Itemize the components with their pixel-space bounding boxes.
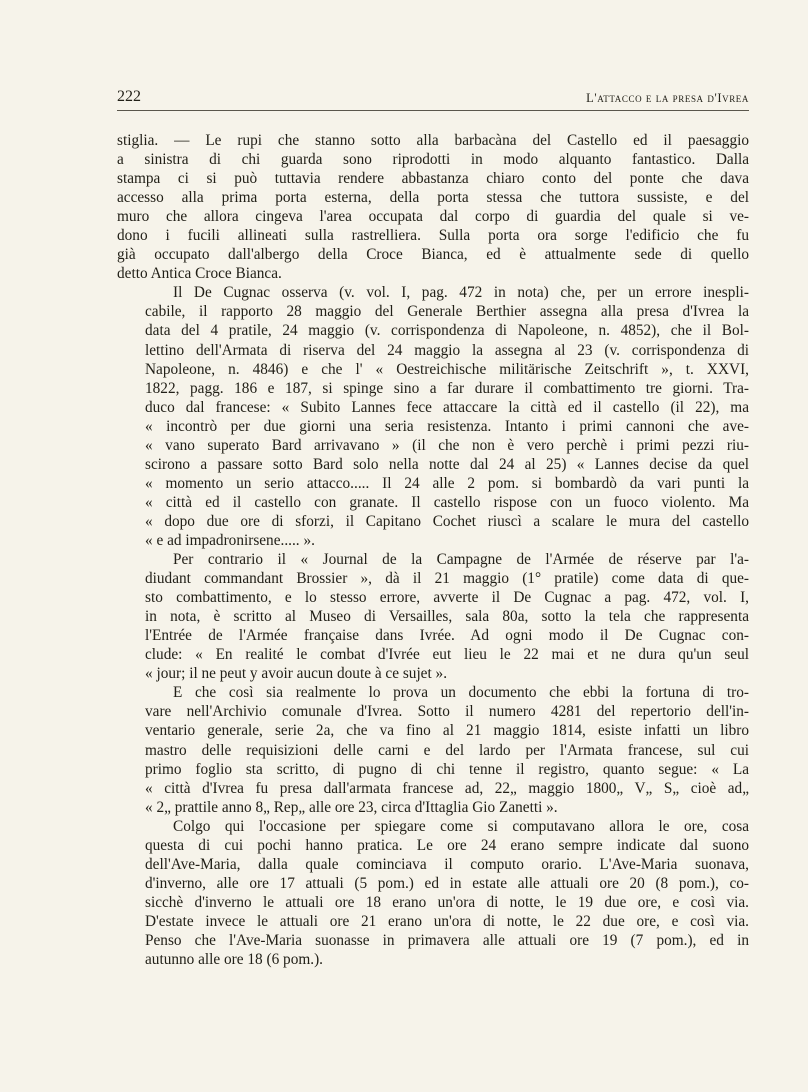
text-line: d'inverno, alle ore 17 attuali (5 pom.) ed in estate alle attuali ore 20 (8 pom.), co- <box>145 874 749 892</box>
text-line: stiglia. — Le rupi che stanno sotto alla barbacàna del Castello ed il paesaggio <box>117 132 749 149</box>
paragraph <box>117 817 749 969</box>
text-line: « dopo due ore di sforzi, il Capitano Cochet riuscì a scalare le mura del castello <box>145 512 749 530</box>
text-line: sto combattimento, e lo stesso errore, avverte il De Cugnac a pag. 472, vol. I, <box>145 589 749 607</box>
text-line: ventario generale, serie 2a, che va fino al 21 maggio 1814, esiste infatti un libro <box>145 722 749 740</box>
text-line: diudant commandant Brossier », dà il 21 maggio (1° pratile) come data di que- <box>145 570 749 588</box>
text-line: Per contrario il « Journal de la Campagne de l'Armée de réserve par l'a- <box>173 551 749 569</box>
text-line: mastro delle requisizioni delle carni e del lardo per l'Armata francese, sul cui <box>145 741 749 759</box>
text-line: « momento un serio attacco..... Il 24 alle 2 pom. si bombardò da vari punti la <box>145 474 749 492</box>
text-line: « città d'Ivrea fu presa dall'armata francese ad, 22„ maggio 1800„ V„ S„ cioè ad„ <box>145 779 749 797</box>
text-line: « incontrò per due giorni una seria resistenza. Intanto i primi cannoni che ave- <box>145 417 749 435</box>
page-header <box>117 88 749 112</box>
paragraph <box>117 683 749 816</box>
text-line: vare nell'Archivio comunale d'Ivrea. Sotto il numero 4281 del repertorio dell'in- <box>145 703 749 721</box>
text-line: E che così sia realmente lo prova un documento che ebbi la fortuna di tro- <box>173 684 749 702</box>
text-line: duco dal francese: « Subito Lannes fece attaccare la città ed il castello (il 22), ma <box>145 398 749 416</box>
text-line: cabile, il rapporto 28 maggio del Generale Berthier assegna alla presa d'Ivrea la <box>145 303 749 321</box>
text-line: 1822, pagg. 186 e 187, si spinge sino a far durare il combattimento tre giorni. Tra- <box>145 379 749 397</box>
text-line: Napoleone, n. 4846) e che l' « Oestreichische militärische Zeitschrift », t. XXVI, <box>145 360 749 378</box>
page-number: 222 <box>117 88 141 105</box>
text-line: clude: « En realité le combat d'Ivrée eut lieu le 22 mai et ne dura qu'un seul <box>145 646 749 664</box>
text-line: autunno alle ore 18 (6 pom.). <box>145 951 323 969</box>
text-line: « jour; il ne peut y avoir aucun doute à ce sujet ». <box>145 665 448 683</box>
paragraph <box>117 283 749 550</box>
text-line: detto Antica Croce Bianca. <box>117 265 282 283</box>
running-title: L'attacco e la presa d'Ivrea <box>586 91 749 105</box>
text-line: « città ed il castello con granate. Il castello rispose con un fuoco violento. Ma <box>145 493 749 511</box>
text-line: sicchè d'inverno le attuali ore 18 erano un'ora di notte, le 19 due ore, e così via. <box>145 893 749 911</box>
text-line: scirono a passare sotto Bard solo nella notte dal 24 al 25) « Lannes decise da quel <box>145 455 749 473</box>
text-line: muro che allora cingeva l'area occupata dal corpo di guardia del quale si ve- <box>117 208 749 226</box>
text-line: in nota, è scritto al Museo di Versailles, sala 80a, sotto la tela che rappresenta <box>145 608 749 626</box>
text-line: Il De Cugnac osserva (v. vol. I, pag. 472 in nota) che, per un errore inespli- <box>173 284 749 302</box>
text-line: Penso che l'Ave-Maria suonasse in primavera alle attuali ore 19 (7 pom.), ed in <box>145 931 749 949</box>
text-line: « e ad impadronirsene..... ». <box>145 531 315 549</box>
text-line: D'estate invece le attuali ore 21 erano un'ora di notte, le 22 due ore, e così via. <box>145 912 749 930</box>
text-line: « vano superato Bard arrivavano » (il che non è vero perchè i primi pezzi riu- <box>145 436 749 454</box>
text-line: data del 4 pratile, 24 maggio (v. corrispondenza di Napoleone, n. 4852), che il Bol- <box>145 322 749 340</box>
text-line: primo foglio sta scritto, di pugno di chi tenne il registro, quanto segue: « La <box>145 760 749 778</box>
text-line: già occupato dall'albergo della Croce Bianca, ed è attualmente sede di quello <box>117 246 749 264</box>
text-line: lettino dell'Armata di riserva del 24 maggio la assegna al 23 (v. corrispondenza di <box>145 341 749 359</box>
header-rule <box>117 110 749 111</box>
body-text <box>117 131 749 969</box>
paragraph <box>117 131 749 283</box>
paragraph <box>117 550 749 683</box>
text-line: questa di cui pochi hanno pratica. Le ore 24 erano sempre indicate dal suono <box>145 836 749 854</box>
text-line: dell'Ave-Maria, dalla quale cominciava il computo orario. L'Ave-Maria suonava, <box>145 855 749 873</box>
text-line: a sinistra di chi guarda sono riprodotti in modo alquanto fantastico. Dalla <box>117 151 749 169</box>
text-line: l'Entrée de l'Armée française dans Ivrée. Ad ogni modo il De Cugnac con- <box>145 627 749 645</box>
text-line: Colgo qui l'occasione per spiegare come si computavano allora le ore, cosa <box>173 817 749 835</box>
text-line: stampa ci si può tuttavia rendere abbastanza chiaro conto del ponte che dava <box>117 170 749 188</box>
text-line: « 2„ prattile anno 8„ Rep„ alle ore 23, circa d'Ittaglia Gio Zanetti ». <box>145 798 558 816</box>
text-line: accesso alla prima porta esterna, della porta stessa che tuttora sussiste, e del <box>117 189 749 207</box>
text-line: dono i fucili allineati sulla rastrelliera. Sulla porta ora sorge l'edificio che fu <box>117 227 749 245</box>
